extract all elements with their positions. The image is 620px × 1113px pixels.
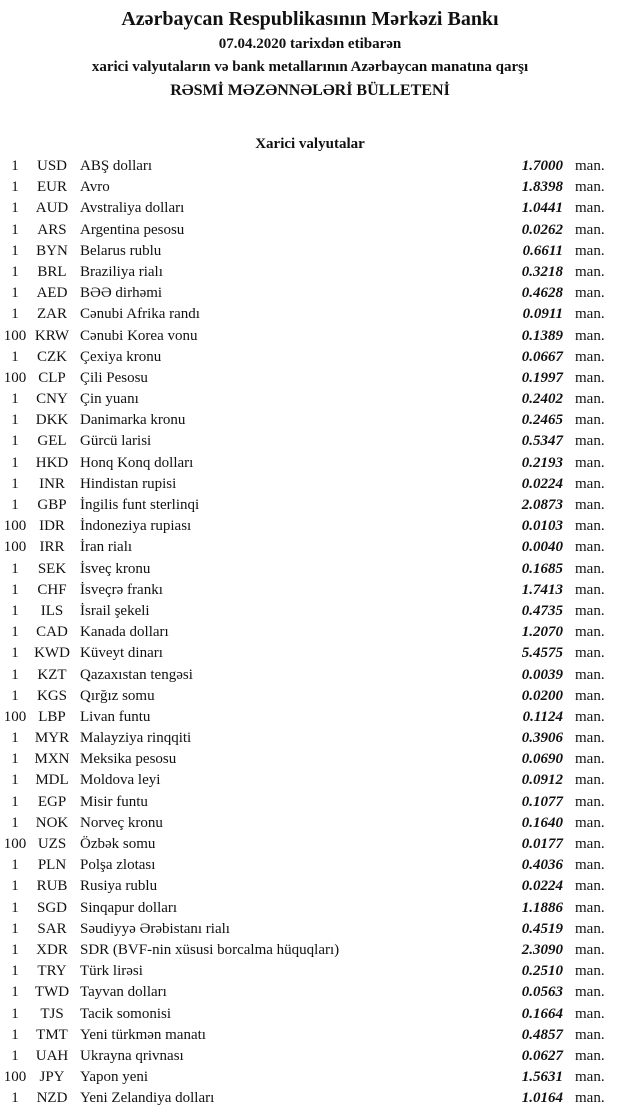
currency-name: Küveyt dinarı xyxy=(80,645,163,662)
currency-code: DKK xyxy=(35,412,69,429)
currency-name: Çili Pesosu xyxy=(80,369,148,386)
currency-name: Tacik somonisi xyxy=(80,1005,172,1022)
quantity: 1 xyxy=(11,306,19,323)
currency-code: KGS xyxy=(36,687,67,704)
quantity: 1 xyxy=(11,984,19,1001)
quantity: 1 xyxy=(11,814,19,831)
currency-name: Çin yuanı xyxy=(80,391,139,408)
currency-code: AUD xyxy=(35,200,69,217)
currency-name: İsveç kronu xyxy=(80,560,151,577)
quantity: 1 xyxy=(11,1090,19,1107)
currency-code: USD xyxy=(36,158,67,174)
currency-name: Livan funtu xyxy=(80,708,151,725)
quantity: 1 xyxy=(11,391,19,408)
currency-code: SGD xyxy=(36,899,67,916)
unit-label: man. xyxy=(575,200,605,217)
currency-code: UZS xyxy=(37,836,67,852)
quantity: 1 xyxy=(11,200,19,217)
quantity: 100 xyxy=(3,518,27,535)
exchange-rate: 0.0039 xyxy=(521,666,563,683)
currency-code: LBP xyxy=(38,708,66,725)
currency-name: Argentina pesosu xyxy=(80,221,185,238)
unit-label: man. xyxy=(575,581,605,598)
currency-row xyxy=(0,495,620,516)
exchange-rate: 0.0627 xyxy=(521,1047,563,1064)
currency-code: MDL xyxy=(35,772,69,789)
currency-row xyxy=(0,453,620,474)
currency-name: Yeni türkmən manatı xyxy=(80,1026,206,1043)
currency-row xyxy=(0,792,620,813)
bulletin-title: RƏSMİ MƏZƏNNƏLƏRİ BÜLLETENİ xyxy=(170,82,450,99)
currency-code: CZK xyxy=(37,348,67,365)
currency-name: İran rialı xyxy=(80,539,133,556)
unit-label: man. xyxy=(575,263,605,280)
currency-name: Qırğız somu xyxy=(80,687,155,704)
unit-label: man. xyxy=(575,454,605,471)
currency-name: Ukrayna qrivnası xyxy=(80,1047,184,1064)
exchange-rate: 0.0667 xyxy=(521,348,563,365)
quantity: 1 xyxy=(11,221,19,238)
unit-label: man. xyxy=(575,708,605,725)
currency-name: Səudiyyə Ərəbistanı rialı xyxy=(80,920,230,937)
currency-row xyxy=(0,622,620,643)
currency-code: AED xyxy=(36,285,68,302)
currency-name: Honq Konq dolları xyxy=(80,454,194,471)
effective-date: 07.04.2020 tarixdən etibarən xyxy=(218,36,402,52)
currency-name: Misir funtu xyxy=(80,793,148,810)
unit-label: man. xyxy=(575,941,605,958)
exchange-rate: 0.1124 xyxy=(522,708,563,725)
quantity: 100 xyxy=(3,539,27,556)
currency-name: Sinqapur dolları xyxy=(80,899,178,916)
currency-code: GBP xyxy=(37,497,67,513)
currency-code: HKD xyxy=(35,454,69,471)
currency-row xyxy=(0,665,620,686)
unit-label: man. xyxy=(575,836,605,852)
exchange-rate: 0.0912 xyxy=(521,772,563,789)
exchange-rate: 1.1886 xyxy=(521,899,563,916)
exchange-rate: 1.5631 xyxy=(521,1069,563,1086)
exchange-rate: 0.4519 xyxy=(521,920,563,937)
quantity: 1 xyxy=(11,666,19,683)
exchange-rate: 0.3218 xyxy=(521,263,563,280)
quantity: 100 xyxy=(3,708,27,725)
currency-name: Polşa zlotası xyxy=(80,857,156,874)
currency-row xyxy=(0,728,620,749)
currency-code: KZT xyxy=(37,666,67,683)
exchange-rate: 0.0103 xyxy=(521,518,563,535)
unit-label: man. xyxy=(575,242,605,259)
currency-name: Braziliya rialı xyxy=(80,263,163,280)
currency-row xyxy=(0,961,620,982)
currency-row xyxy=(0,1088,620,1109)
quantity: 1 xyxy=(11,242,19,259)
currency-name: Türk lirəsi xyxy=(80,963,143,980)
currency-name: Belarus rublu xyxy=(80,242,162,259)
exchange-rate: 0.2510 xyxy=(521,963,563,980)
currency-code: MYR xyxy=(34,730,70,747)
exchange-rate: 0.5347 xyxy=(521,433,563,450)
unit-label: man. xyxy=(575,391,605,408)
currency-name: Cənubi Afrika randı xyxy=(80,306,200,323)
unit-label: man. xyxy=(575,666,605,683)
exchange-rate: 0.0690 xyxy=(521,751,563,768)
unit-label: man. xyxy=(575,433,605,450)
quantity: 1 xyxy=(11,1047,19,1064)
quantity: 1 xyxy=(11,433,19,450)
currency-row xyxy=(0,982,620,1003)
exchange-rate: 0.4036 xyxy=(521,857,563,874)
unit-label: man. xyxy=(575,772,605,789)
currency-row xyxy=(0,1067,620,1088)
unit-label: man. xyxy=(575,793,605,810)
exchange-rate: 0.2402 xyxy=(521,391,563,408)
exchange-rate: 1.8398 xyxy=(521,179,563,196)
currency-name: BƏƏ dirhəmi xyxy=(80,285,163,302)
unit-label: man. xyxy=(575,687,605,704)
quantity: 1 xyxy=(11,285,19,302)
unit-label: man. xyxy=(575,814,605,831)
unit-label: man. xyxy=(575,306,605,323)
currency-code: GEL xyxy=(37,433,67,450)
currency-row xyxy=(0,1004,620,1025)
currency-code: ZAR xyxy=(37,306,67,323)
currency-name: İsveçrə frankı xyxy=(80,581,163,598)
currency-row xyxy=(0,919,620,940)
currency-row xyxy=(0,834,620,855)
currency-name: Tayvan dolları xyxy=(80,984,167,1001)
currency-code: CNY xyxy=(36,391,68,408)
currency-code: KWD xyxy=(34,645,70,662)
currency-name: Cənubi Korea vonu xyxy=(80,327,198,344)
unit-label: man. xyxy=(575,645,605,662)
currency-code: JPY xyxy=(39,1069,65,1086)
quantity: 100 xyxy=(3,327,27,344)
currency-code: INR xyxy=(39,475,65,492)
currency-row xyxy=(0,770,620,791)
unit-label: man. xyxy=(575,539,605,556)
currency-row xyxy=(0,474,620,495)
bulletin-subtitle: xarici valyutaların və bank metallarının Azərbaycan manatına qarşı xyxy=(91,59,529,75)
currency-row xyxy=(0,940,620,961)
exchange-rate: 0.1997 xyxy=(521,369,563,386)
quantity: 1 xyxy=(11,751,19,768)
quantity: 100 xyxy=(3,836,27,852)
exchange-rate: 0.4628 xyxy=(521,285,563,302)
unit-label: man. xyxy=(575,730,605,747)
quantity: 1 xyxy=(11,793,19,810)
quantity: 100 xyxy=(3,369,27,386)
currency-row xyxy=(0,537,620,558)
currency-row xyxy=(0,516,620,537)
quantity: 1 xyxy=(11,772,19,789)
exchange-rate: 0.4857 xyxy=(521,1026,563,1043)
exchange-rate: 0.1685 xyxy=(521,560,563,577)
currency-code: SEK xyxy=(37,560,67,577)
exchange-rate: 1.2070 xyxy=(521,624,563,641)
currency-code: IDR xyxy=(39,518,65,535)
currency-code: ARS xyxy=(37,221,67,238)
exchange-rate: 0.0563 xyxy=(521,984,563,1001)
exchange-rate: 0.1389 xyxy=(521,327,563,344)
currency-row xyxy=(0,347,620,368)
exchange-rate: 0.2193 xyxy=(521,454,563,471)
currency-name: Qazaxıstan tengəsi xyxy=(80,666,193,683)
quantity: 1 xyxy=(11,475,19,492)
currency-name: Kanada dolları xyxy=(80,624,169,641)
currency-row xyxy=(0,559,620,580)
quantity: 1 xyxy=(11,645,19,662)
unit-label: man. xyxy=(575,1005,605,1022)
exchange-rate: 1.7413 xyxy=(521,581,563,598)
exchange-rate: 0.1640 xyxy=(521,814,563,831)
currency-row xyxy=(0,410,620,431)
exchange-rate: 2.0873 xyxy=(521,497,563,513)
currency-row xyxy=(0,326,620,347)
bulletin-header xyxy=(0,6,620,103)
unit-label: man. xyxy=(575,920,605,937)
unit-label: man. xyxy=(575,751,605,768)
exchange-rate: 0.0911 xyxy=(522,306,563,323)
currency-row xyxy=(0,813,620,834)
exchange-rate: 0.4735 xyxy=(521,602,563,619)
exchange-rate: 0.0224 xyxy=(521,475,563,492)
exchange-rate: 0.0177 xyxy=(521,836,563,852)
currency-name: Avro xyxy=(80,179,110,196)
currency-row xyxy=(0,643,620,664)
exchange-rate: 0.0262 xyxy=(521,221,563,238)
currency-name: Avstraliya dolları xyxy=(80,200,185,217)
currency-name: İngilis funt sterlinqi xyxy=(80,497,200,513)
currency-name: Moldova leyi xyxy=(80,772,161,789)
unit-label: man. xyxy=(575,1069,605,1086)
quantity: 1 xyxy=(11,581,19,598)
currency-name: ABŞ dolları xyxy=(80,158,153,174)
currency-row xyxy=(0,241,620,262)
currency-name: Meksika pesosu xyxy=(80,751,177,768)
currency-code: CLP xyxy=(38,369,66,386)
currency-code: UAH xyxy=(35,1047,69,1064)
quantity: 1 xyxy=(11,687,19,704)
unit-label: man. xyxy=(575,518,605,535)
unit-label: man. xyxy=(575,878,605,895)
currency-name: Gürcü larisi xyxy=(80,433,152,450)
currency-code: PLN xyxy=(37,857,67,874)
unit-label: man. xyxy=(575,963,605,980)
exchange-rate: 0.3906 xyxy=(521,730,563,747)
unit-label: man. xyxy=(575,857,605,874)
exchange-rate: 1.0441 xyxy=(521,200,563,217)
unit-label: man. xyxy=(575,1090,605,1107)
quantity: 1 xyxy=(11,263,19,280)
quantity: 1 xyxy=(11,348,19,365)
quantity: 1 xyxy=(11,602,19,619)
exchange-rate: 5.4575 xyxy=(521,645,563,662)
currency-code: NOK xyxy=(35,814,69,831)
currency-row xyxy=(0,855,620,876)
quantity: 1 xyxy=(11,899,19,916)
currency-code: CAD xyxy=(36,624,68,641)
unit-label: man. xyxy=(575,475,605,492)
currency-row xyxy=(0,389,620,410)
currency-row xyxy=(0,1025,620,1046)
currency-row xyxy=(0,898,620,919)
rates-table xyxy=(0,156,620,1109)
unit-label: man. xyxy=(575,1047,605,1064)
currency-row xyxy=(0,749,620,770)
currency-code: TWD xyxy=(34,984,70,1001)
quantity: 1 xyxy=(11,878,19,895)
quantity: 1 xyxy=(11,920,19,937)
currency-code: TJS xyxy=(40,1005,64,1022)
unit-label: man. xyxy=(575,412,605,429)
exchange-rate: 0.1664 xyxy=(521,1005,563,1022)
currency-code: CHF xyxy=(37,581,67,598)
exchange-rate: 1.7000 xyxy=(521,158,563,174)
currency-code: MXN xyxy=(34,751,70,768)
unit-label: man. xyxy=(575,179,605,196)
unit-label: man. xyxy=(575,1026,605,1043)
quantity: 1 xyxy=(11,1026,19,1043)
currency-row xyxy=(0,304,620,325)
bank-title: Azərbaycan Respublikasının Mərkəzi Bankı xyxy=(121,8,499,30)
currency-code: NZD xyxy=(36,1090,68,1107)
currency-row xyxy=(0,686,620,707)
unit-label: man. xyxy=(575,285,605,302)
currency-row xyxy=(0,1046,620,1067)
exchange-rate: 0.2465 xyxy=(521,412,563,429)
unit-label: man. xyxy=(575,327,605,344)
currency-code: KRW xyxy=(34,327,70,344)
currency-name: Norveç kronu xyxy=(80,814,163,831)
currency-row xyxy=(0,601,620,622)
quantity: 1 xyxy=(11,560,19,577)
unit-label: man. xyxy=(575,602,605,619)
quantity: 1 xyxy=(11,857,19,874)
currency-code: SAR xyxy=(37,920,67,937)
currency-row xyxy=(0,876,620,897)
currency-code: BYN xyxy=(36,242,68,259)
currency-row xyxy=(0,220,620,241)
unit-label: man. xyxy=(575,984,605,1001)
currency-name: İsrail şekeli xyxy=(80,602,150,619)
exchange-rate: 0.0040 xyxy=(521,539,563,556)
currency-name: Danimarka kronu xyxy=(80,412,186,429)
currency-name: Yapon yeni xyxy=(80,1069,149,1086)
quantity: 100 xyxy=(3,1069,27,1086)
currency-row xyxy=(0,368,620,389)
quantity: 1 xyxy=(11,963,19,980)
currency-code: BRL xyxy=(37,263,67,280)
currency-code: TMT xyxy=(36,1026,68,1043)
quantity: 1 xyxy=(11,624,19,641)
section-title: Xarici valyutalar xyxy=(255,136,365,152)
unit-label: man. xyxy=(575,221,605,238)
currency-name: İndoneziya rupiası xyxy=(80,518,192,535)
currency-row xyxy=(0,431,620,452)
unit-label: man. xyxy=(575,899,605,916)
currency-row xyxy=(0,177,620,198)
unit-label: man. xyxy=(575,158,605,174)
currency-row xyxy=(0,156,620,177)
currency-name: Özbək somu xyxy=(80,836,156,852)
unit-label: man. xyxy=(575,624,605,641)
currency-row xyxy=(0,198,620,219)
currency-name: Yeni Zelandiya dolları xyxy=(80,1090,215,1107)
currency-code: ILS xyxy=(40,602,64,619)
currency-code: EGP xyxy=(37,793,67,810)
quantity: 1 xyxy=(11,730,19,747)
unit-label: man. xyxy=(575,497,605,513)
exchange-rate: 0.6611 xyxy=(522,242,563,259)
quantity: 1 xyxy=(11,179,19,196)
currency-code: TRY xyxy=(37,963,67,980)
exchange-rate: 1.0164 xyxy=(521,1090,563,1107)
currency-code: XDR xyxy=(36,941,68,958)
currency-row xyxy=(0,262,620,283)
unit-label: man. xyxy=(575,369,605,386)
exchange-rate: 0.1077 xyxy=(521,793,563,810)
currency-code: RUB xyxy=(36,878,68,895)
quantity: 1 xyxy=(11,497,19,513)
currency-name: Hindistan rupisi xyxy=(80,475,177,492)
unit-label: man. xyxy=(575,560,605,577)
currency-name: Malayziya rinqqiti xyxy=(80,730,192,747)
currency-row xyxy=(0,707,620,728)
quantity: 1 xyxy=(11,412,19,429)
quantity: 1 xyxy=(11,1005,19,1022)
quantity: 1 xyxy=(11,941,19,958)
currency-name: SDR (BVF-nin xüsusi borcalma hüquqları) xyxy=(80,941,340,958)
exchange-rate: 2.3090 xyxy=(521,941,563,958)
unit-label: man. xyxy=(575,348,605,365)
currency-row xyxy=(0,580,620,601)
currency-row xyxy=(0,283,620,304)
quantity: 1 xyxy=(11,158,19,174)
currency-code: EUR xyxy=(37,179,67,196)
quantity: 1 xyxy=(11,454,19,471)
exchange-rate: 0.0200 xyxy=(521,687,563,704)
currency-name: Rusiya rublu xyxy=(80,878,158,895)
currency-name: Çexiya kronu xyxy=(80,348,162,365)
exchange-rate: 0.0224 xyxy=(521,878,563,895)
currency-code: IRR xyxy=(39,539,65,556)
